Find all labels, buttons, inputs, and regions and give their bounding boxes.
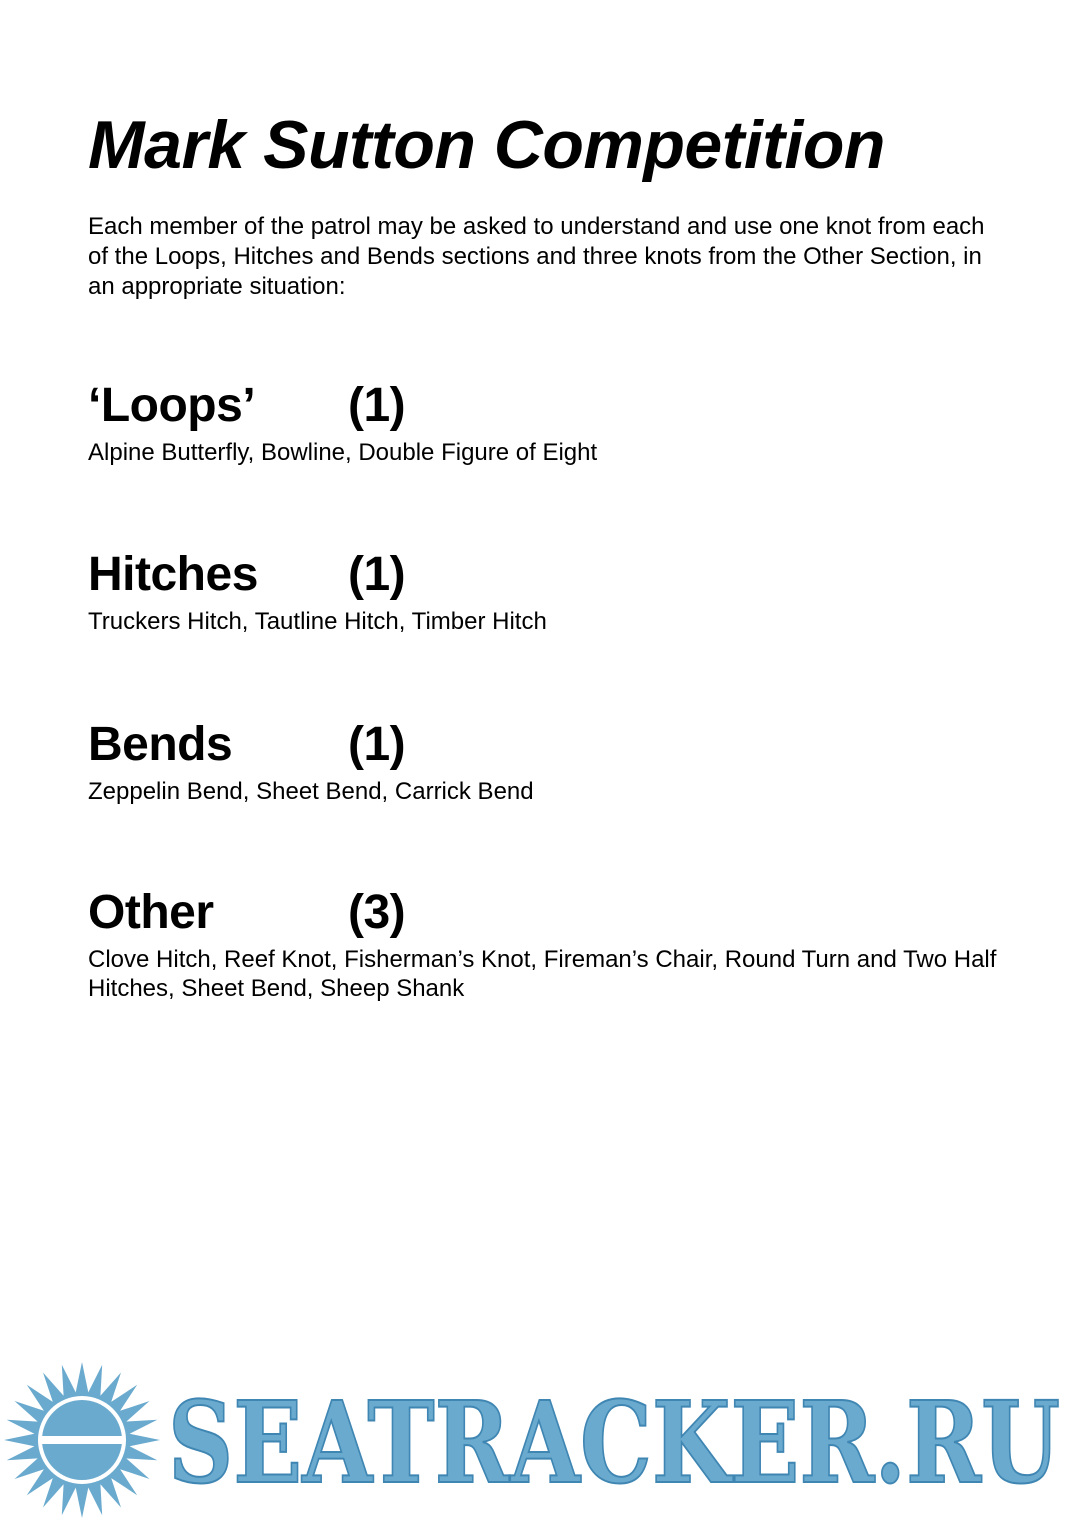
section-bends — [88, 717, 1008, 806]
section-knots: Zeppelin Bend, Sheet Bend, Carrick Bend — [88, 778, 534, 805]
section-other — [88, 885, 1008, 1003]
intro-paragraph: Each member of the patrol may be asked to understand and use one knot from each of the Loops, Hitches and Bends sections and three knots from the Other Section, in an appropriate situation: — [88, 213, 985, 300]
section-heading — [88, 717, 1008, 773]
section-count: (3) — [348, 886, 406, 939]
section-knots: Clove Hitch, Reef Knot, Fisherman’s Knot, Fireman’s Chair, Round Turn and Two Half Hitches, Sheet Bend, Sheep Shank — [88, 946, 997, 1002]
section-name: Other — [88, 886, 214, 939]
watermark-logo — [0, 1360, 1080, 1520]
section-heading — [88, 378, 1008, 434]
section-name: ‘Loops’ — [88, 379, 256, 432]
section-count: (1) — [348, 718, 406, 771]
brand-wordmark-text: SEATRACKER.RU — [168, 1378, 1060, 1509]
section-knots: Truckers Hitch, Tautline Hitch, Timber Hitch — [88, 608, 547, 635]
section-hitches — [88, 547, 1008, 636]
section-loops — [88, 378, 1008, 467]
section-name: Hitches — [88, 548, 258, 601]
section-heading — [88, 547, 1008, 603]
section-count: (1) — [348, 548, 406, 601]
section-count: (1) — [348, 379, 406, 432]
section-name: Bends — [88, 718, 233, 771]
sun-icon — [0, 1360, 165, 1520]
brand-wordmark — [168, 1360, 1068, 1520]
section-heading — [88, 885, 1008, 941]
document-title: Mark Sutton Competition — [88, 107, 885, 183]
section-knots: Alpine Butterfly, Bowline, Double Figure of Eight — [88, 439, 598, 466]
